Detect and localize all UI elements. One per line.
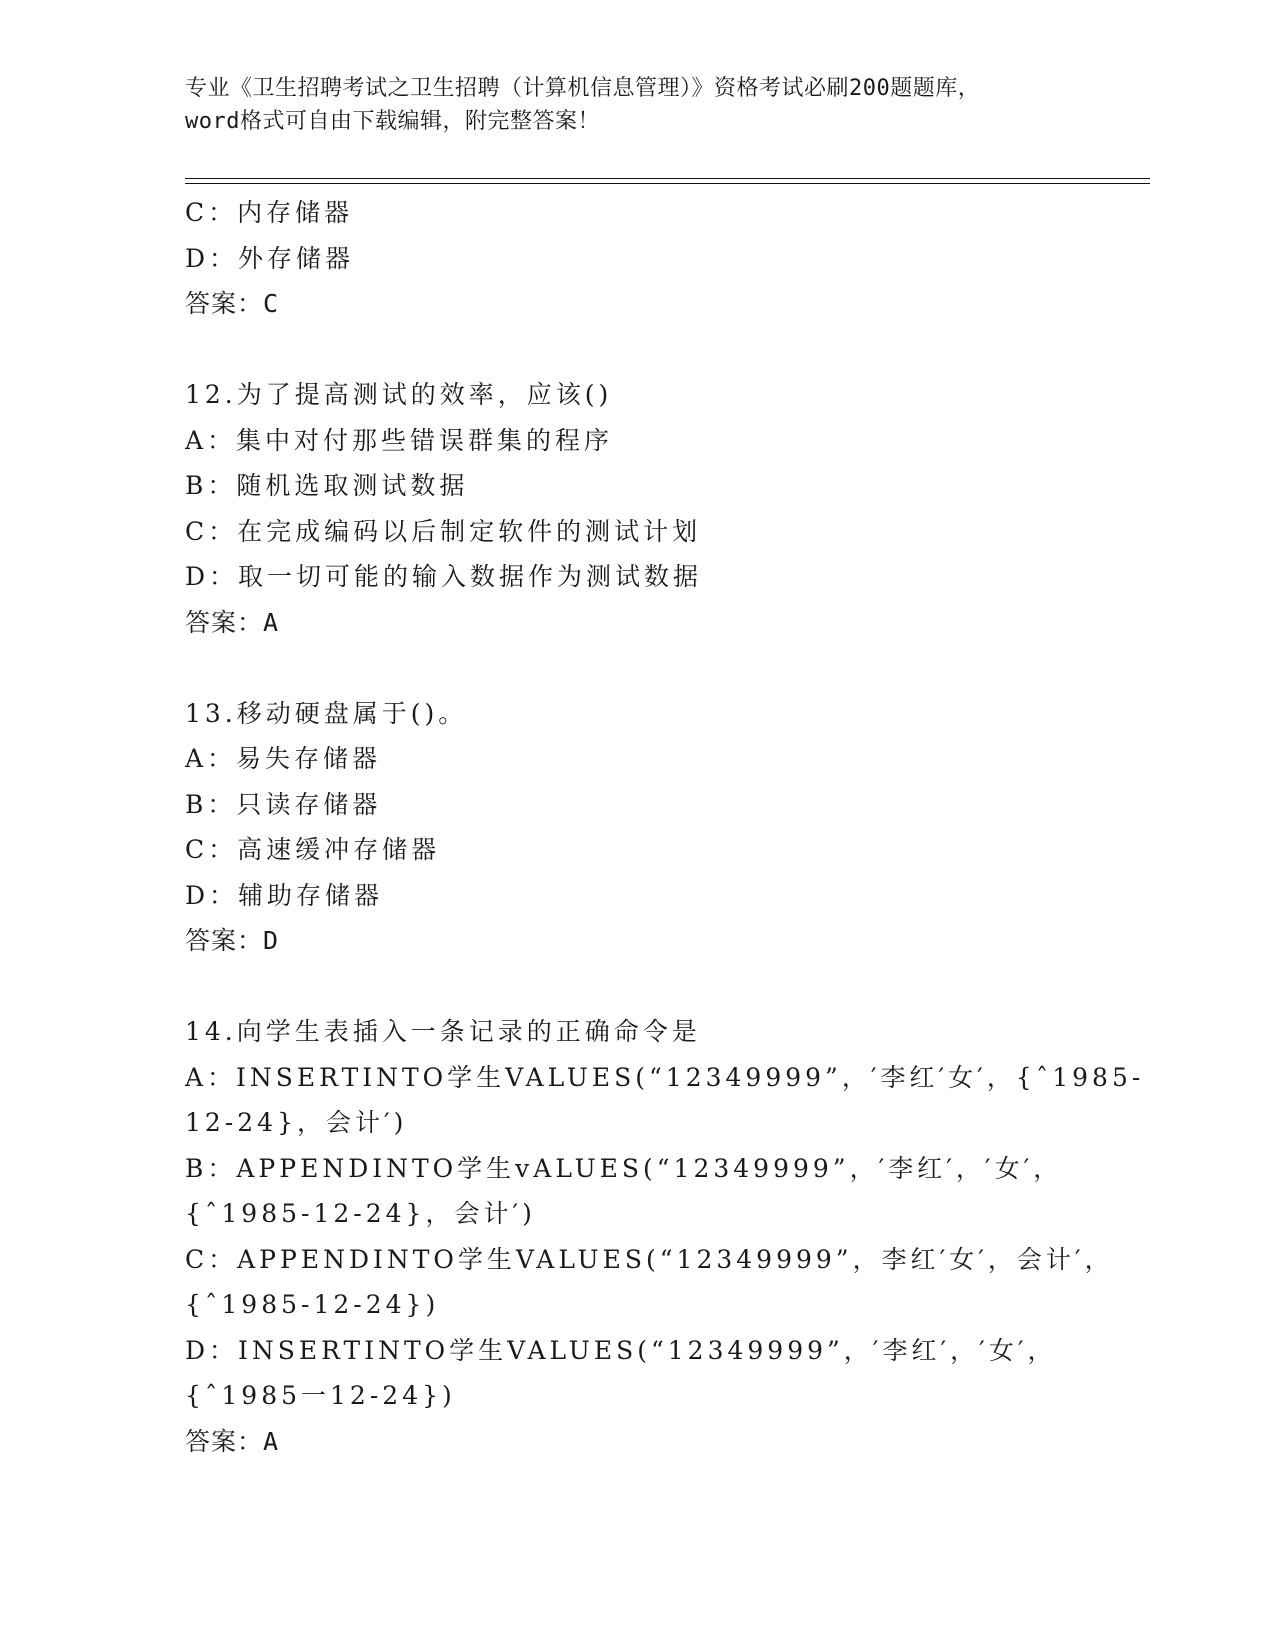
- option-c: C：高速缓冲存储器: [185, 835, 441, 864]
- question-list: [185, 190, 1145, 1464]
- option-c-line-1: C：APPENDINTO学生VALUES(“12349999”，李红′女′，会计′，: [185, 1244, 1114, 1274]
- option-b: B：只读存储器: [185, 789, 382, 819]
- answer-line: 答案：C: [185, 289, 280, 318]
- option-a-line-2: 12-24}，会计′): [185, 1108, 408, 1137]
- option-d: D：辅助存储器: [185, 880, 384, 910]
- document-header: [185, 72, 1085, 138]
- question-text: 13.移动硬盘属于()。: [185, 698, 468, 728]
- header-divider-top: [185, 178, 1150, 179]
- header-title-line-1: 专业《卫生招聘考试之卫生招聘（计算机信息管理）》资格考试必刷200题题库，: [185, 76, 981, 101]
- question-text: 12.为了提高测试的效率，应该(): [185, 380, 613, 409]
- option-b-line-2: {ˆ1985-12-24}，会计′): [185, 1199, 536, 1228]
- option-b: B：随机选取测试数据: [185, 471, 469, 500]
- option-c: C：在完成编码以后制定软件的测试计划: [185, 516, 702, 546]
- answer-line: 答案：D: [185, 926, 280, 955]
- option-d-line-2: {ˆ1985一12-24}): [185, 1381, 456, 1410]
- question-block-12: [185, 372, 1085, 645]
- header-divider-bottom: [185, 183, 1150, 184]
- question-text: 14.向学生表插入一条记录的正确命令是: [185, 1017, 701, 1046]
- question-block-14: [185, 1009, 1145, 1464]
- question-block-13: [185, 691, 1085, 964]
- option-d: D：取一切可能的输入数据作为测试数据: [185, 562, 703, 591]
- question-block-previous: [185, 190, 1085, 327]
- option-b-line-1: B：APPENDINTO学生vALUES(“12349999”，′李红′，′女′，: [185, 1153, 1063, 1183]
- answer-line: 答案：A: [185, 1426, 280, 1456]
- option-c: C：内存储器: [185, 198, 354, 227]
- header-title-line-2: word格式可自由下载编辑，附完整答案！: [185, 109, 600, 134]
- answer-line: 答案：A: [185, 607, 280, 637]
- spacer: [185, 645, 1085, 691]
- spacer: [185, 964, 1085, 1010]
- option-a-line-1: A：INSERTINTO学生VALUES(“12349999”，′李红′女′，{ˆ1985-: [185, 1062, 1145, 1092]
- option-d: D：外存储器: [185, 243, 355, 273]
- spacer: [185, 327, 1085, 373]
- option-d-line-1: D：INSERTINTO学生VALUES(“12349999”，′李红′，′女′，: [185, 1335, 1057, 1365]
- option-c-line-2: {ˆ1985-12-24}): [185, 1290, 440, 1319]
- option-a: A：易失存储器: [185, 744, 382, 773]
- option-a: A：集中对付那些错误群集的程序: [185, 425, 614, 455]
